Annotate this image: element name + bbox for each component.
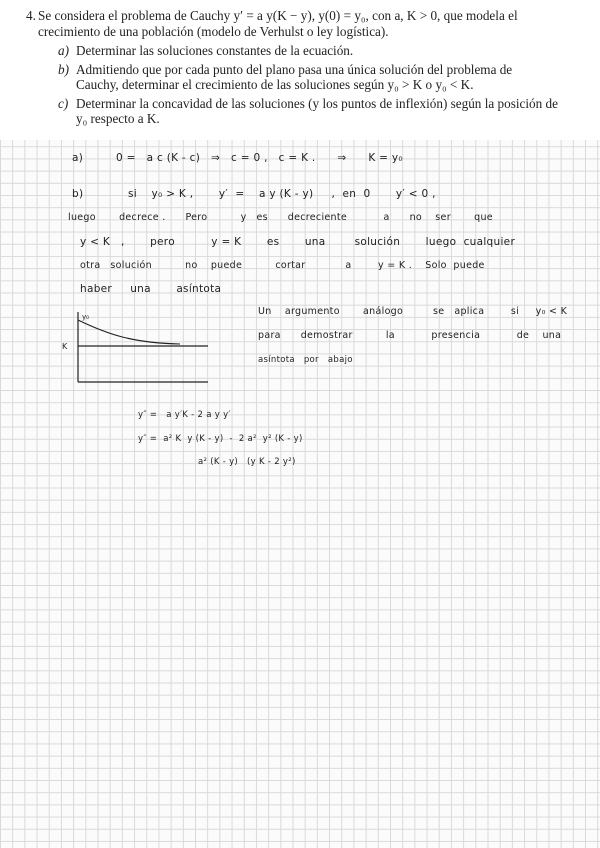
problem-number: 4. (26, 8, 36, 23)
hw-arg-line2: para demostrar la presencia de una (258, 330, 562, 341)
hw-arg-line1: Un argumento análogo se aplica si y₀ < K (258, 306, 568, 317)
hw-c-line1: y″ = a y′K - 2 a y y′ (138, 410, 231, 420)
sketch-solution-curve (78, 320, 180, 344)
part-text: Admitiendo que por cada punto del plano pasa una única solución del problema de Cauchy, determinar el crecimiento de las soluciones según y₀ > K o y₀ < K. (76, 61, 513, 92)
hw-b-line3: y < K , pero y = K es una solución luego cualquier (80, 236, 516, 248)
hw-b-line1: si y₀ > K , y′ = a y (K - y) , en 0 y′ < 0 , (128, 188, 436, 200)
hw-b-line4: otra solución no puede cortar a y = K . Solo puede (80, 260, 485, 271)
part-a (58, 43, 558, 59)
part-label: b) (58, 61, 69, 77)
part-text: Determinar las soluciones constantes de la ecuación. (76, 43, 354, 58)
hw-b-line5: haber una asíntota (80, 283, 222, 295)
hw-a-label: a) (72, 152, 84, 164)
problem-statement: Se considera el problema de Cauchy y′ = a y(K − y), y(0) = y₀, con a, K > 0, que modela el crecimiento de una población (modelo de Verhulst o ley logística). (38, 8, 518, 39)
problem-parts (58, 43, 558, 127)
part-text: Determinar la concavidad de las soluciones (y los puntos de inflexión) según la posición de y₀ respecto a K. (76, 95, 558, 126)
hw-a-line: 0 = a c (K - c) ⇒ c = 0 , c = K . ⇒ K = y₀ (116, 152, 403, 164)
problem-block (26, 8, 558, 130)
hw-arg-line3: asíntota por abajo (258, 355, 353, 365)
hw-b-label: b) (72, 188, 84, 200)
asymptote-sketch (62, 308, 212, 388)
part-label: a) (58, 43, 69, 58)
sketch-k-label: K (62, 342, 68, 351)
part-c (58, 96, 558, 127)
hw-b-line2: luego decrece . Pero y es decreciente a no ser que (68, 212, 493, 223)
hw-c-line3: a² (K - y) (y K - 2 y²) (198, 457, 296, 467)
part-label: c) (58, 95, 69, 111)
hw-c-line2: y″ = a² K y (K - y) - 2 a² y² (K - y) (138, 434, 303, 444)
sketch-y0-label: y₀ (82, 313, 89, 321)
part-b (58, 62, 558, 93)
